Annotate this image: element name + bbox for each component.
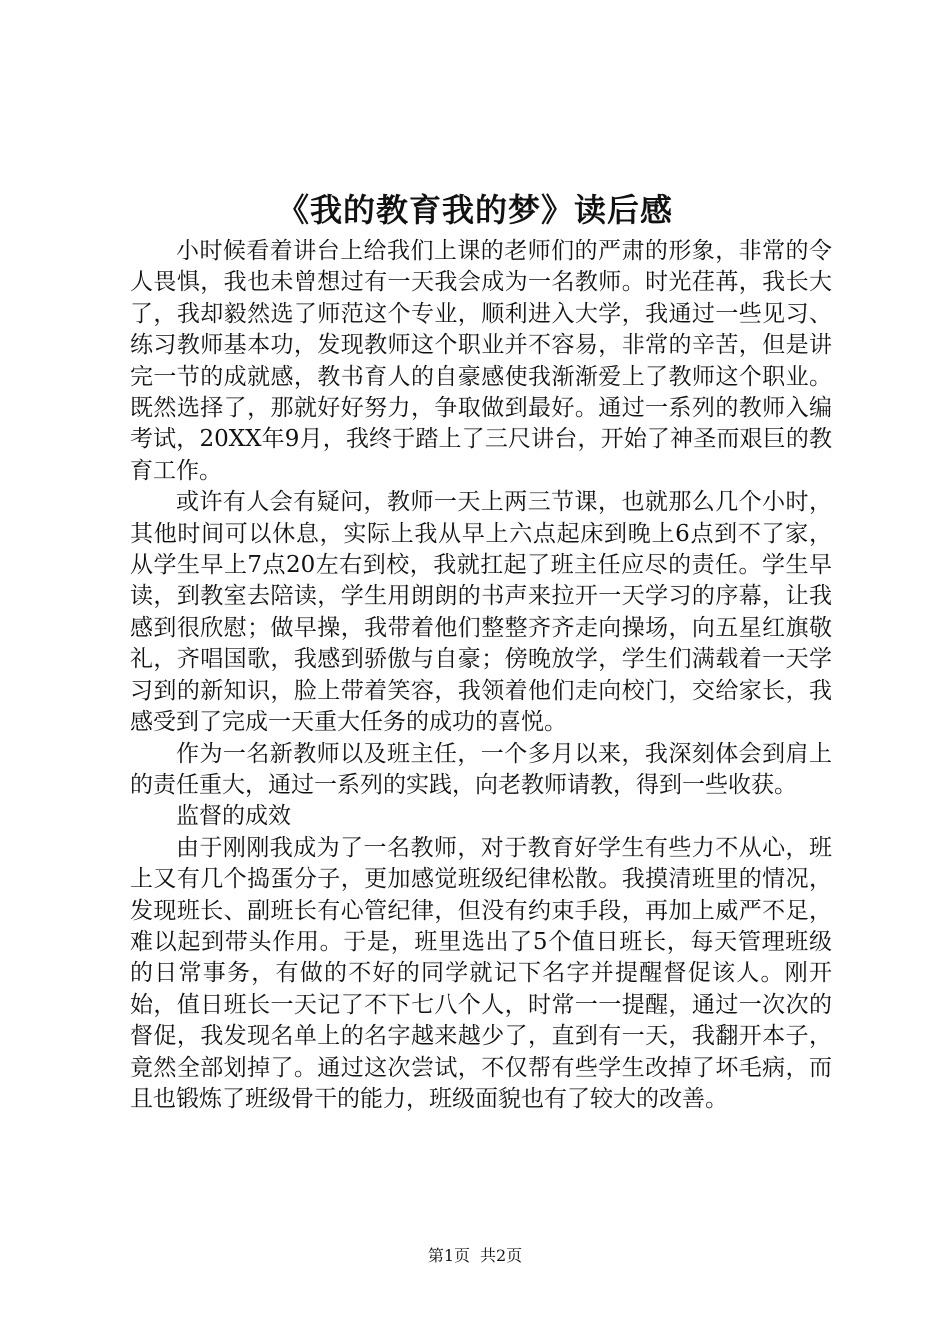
page-total: 共2页: [480, 1246, 523, 1265]
paragraph-daily-work: 或许有人会有疑问，教师一天上两三节课，也就那么几个小时，其他时间可以休息，实际上我从早上六点起床到晚上6点到不了家，从学生早上7点20左右到校，我就扛起了班主任应尽的责任。学生早读，到教室去陪读，学生用朗朗的书声来拉开一天学习的序幕，让我感到很欣慰；做早操，我带着他们整整齐齐走向操场，向五星红旗敬礼，齐唱国歌，我感到骄傲与自豪；傍晚放学，学生们满载着一天学习到的新知识，脸上带着笑容，我领着他们走向校门，交给家长，我感受到了完成一天重大任务的成功的喜悦。: [130, 489, 832, 736]
document-title: 《我的教育我的梦》读后感: [276, 191, 673, 229]
page-footer: [0, 1245, 950, 1267]
paragraph-supervision: 由于刚刚我成为了一名教师，对于教育好学生有些力不从心，班上又有几个捣蛋分子，更加感觉班级纪律松散。我摸清班里的情况，发现班长、副班长有心管纪律，但没有约束手段，再加上威严不足，难以起到带头作用。于是，班里选出了5个值日班长，每天管理班级的日常事务，有做的不好的同学就记下名字并提醒督促该人。刚开始，值日班长一天记了不下七八个人，时常一一提醒，通过一次次的督促，我发现名单上的名字越来越少了，直到有一天，我翻开本子，竟然全部划掉了。通过这次尝试，不仅帮有些学生改掉了坏毛病，而且也锻炼了班级骨干的能力，班级面貌也有了较大的改善。: [130, 834, 832, 1112]
paragraph-responsibility: 作为一名新教师以及班主任，一个多月以来，我深刻体会到肩上的责任重大，通过一系列的实践，向老教师请教，得到一些收获。: [130, 740, 832, 798]
page-number: 第1页: [427, 1246, 470, 1265]
paragraph-childhood: 小时候看着讲台上给我们上课的老师们的严肃的形象，非常的令人畏惧，我也未曾想过有一天我会成为一名教师。时光荏苒，我长大了，我却毅然选了师范这个专业，顺利进入大学，我通过一些见习、练习教师基本功，发现教师这个职业并不容易，非常的辛苦，但是讲完一节的成就感，教书育人的自豪感使我渐渐爱上了教师这个职业。既然选择了，那就好好努力，争取做到最好。通过一系列的教师入编考试，20XX年9月，我终于踏上了三尺讲台，开始了神圣而艰巨的教育工作。: [130, 238, 832, 484]
section-heading-supervision: 监督的成效: [176, 803, 291, 830]
document-body: [130, 236, 832, 1115]
